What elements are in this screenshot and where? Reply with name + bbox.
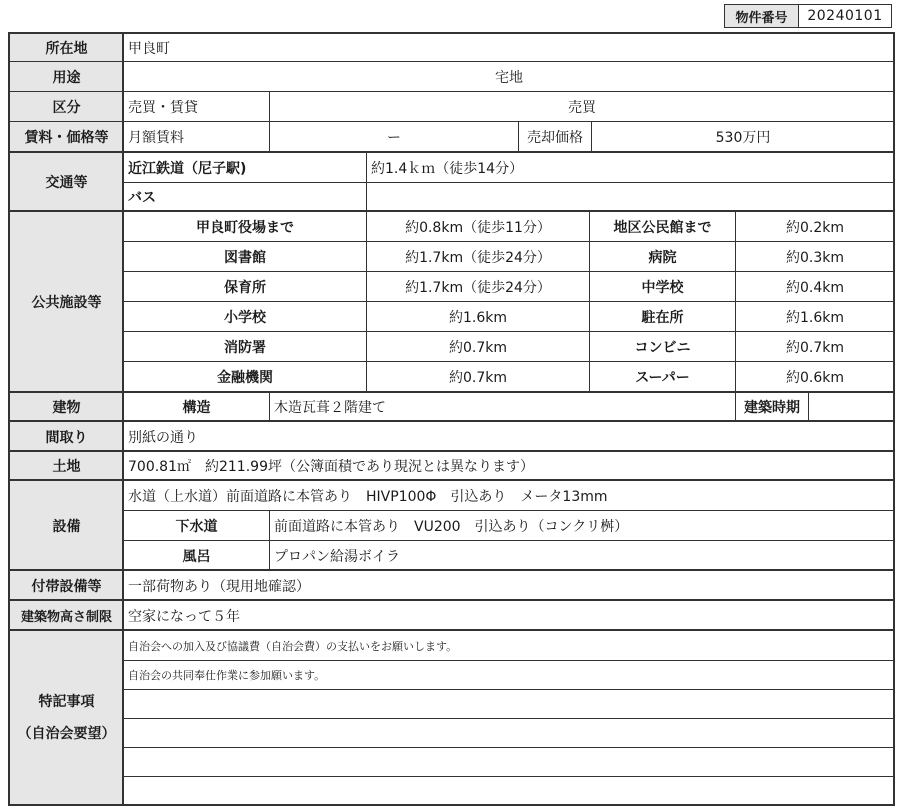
facility-distance: 約0.7km <box>448 339 507 356</box>
sewer-value: 前面道路に本管あり VU200 引込あり（コンクリ桝） <box>274 518 629 535</box>
note-line <box>124 748 894 776</box>
row-divider <box>123 747 893 748</box>
facility-distance: 約0.8km（徒歩11分） <box>405 219 551 236</box>
facility-distance: 約1.7km（徒歩24分） <box>405 279 551 296</box>
facilities-label: 公共施設等 <box>10 212 123 391</box>
row-divider <box>123 510 893 511</box>
transport-bus-name: バス <box>128 190 156 206</box>
facility-name: 駐在所 <box>641 309 684 326</box>
note-line <box>124 690 894 718</box>
location-label: 所在地 <box>10 34 123 61</box>
row-divider <box>10 450 893 452</box>
property-id-label: 物件番号 <box>725 5 799 27</box>
row-divider <box>10 479 893 481</box>
built-date-label: 建築時期 <box>744 400 800 416</box>
attached-value: 一部荷物あり（現用地確認） <box>128 578 310 595</box>
facility-distance: 約1.7km（徒歩24分） <box>405 249 551 266</box>
row-divider <box>10 61 893 62</box>
row-divider <box>10 121 893 122</box>
facility-distance: 約0.3km <box>785 249 844 266</box>
facility-distance: 約0.4km <box>785 279 844 296</box>
row-divider <box>123 331 893 332</box>
structure-label: 構造 <box>182 400 211 416</box>
cell-divider <box>589 210 590 392</box>
use-value: 宅地 <box>495 69 523 86</box>
row-divider <box>123 182 893 183</box>
facility-distance: 約0.7km <box>785 339 844 356</box>
row-divider <box>123 241 893 242</box>
row-divider <box>10 391 893 393</box>
rent-label: 月額賃料 <box>128 130 184 146</box>
height-limit-label: 建築物高さ制限 <box>10 601 123 630</box>
row-divider <box>123 361 893 362</box>
bath-value: プロパン給湯ボイラ <box>274 548 400 565</box>
row-divider <box>123 660 893 661</box>
property-id-box <box>724 4 892 28</box>
row-divider <box>10 420 893 422</box>
facility-name: 小学校 <box>224 309 266 326</box>
use-label: 用途 <box>10 62 123 91</box>
note-line: 自治会への加入及び協議費（自治会費）の支払いをお願いします。 <box>128 639 458 653</box>
facility-distance: 約1.6km <box>448 309 507 326</box>
note-line <box>124 777 894 804</box>
height-limit-value: 空家になって５年 <box>128 608 240 625</box>
equipment-label: 設備 <box>10 481 123 570</box>
cell-divider <box>591 121 592 152</box>
row-divider <box>10 210 893 212</box>
layout-value: 別紙の通り <box>128 429 198 446</box>
notes-label <box>10 631 123 804</box>
facility-name: コンビニ <box>634 339 691 356</box>
category-value: 売買 <box>568 99 596 116</box>
cell-divider <box>518 121 519 152</box>
row-divider <box>123 301 893 302</box>
structure-value: 木造瓦葺２階建て <box>274 400 386 416</box>
sale-value: 530万円 <box>715 130 771 146</box>
cell-divider <box>269 391 270 421</box>
row-divider <box>123 718 893 719</box>
attached-label: 付帯設備等 <box>10 571 123 600</box>
cell-divider <box>735 210 736 422</box>
property-id-value: 20240101 <box>807 8 883 24</box>
building-label: 建物 <box>10 393 123 421</box>
row-divider <box>10 569 893 571</box>
bath-label: 風呂 <box>182 548 211 565</box>
category-label: 区分 <box>10 92 123 121</box>
notes-label-line1: 特記事項 <box>38 693 95 710</box>
layout-label: 間取り <box>10 422 123 451</box>
transport-train-name: 近江鉄道（尼子駅) <box>128 160 247 177</box>
facility-name: 消防署 <box>224 339 266 356</box>
transport-bus-value <box>367 183 894 211</box>
cell-divider <box>269 91 270 152</box>
facility-name: 病院 <box>648 249 677 266</box>
row-divider <box>123 271 893 272</box>
built-date-value <box>809 393 894 421</box>
category-type-label: 売買・賃貸 <box>128 99 198 116</box>
cell-divider <box>366 151 367 392</box>
land-value: 700.81㎡ 約211.99坪（公簿面積であり現況とは異なります） <box>128 459 534 475</box>
facility-name: 甲良町役場まで <box>196 219 294 236</box>
cell-divider <box>808 391 809 421</box>
water-value: 水道（上水道）前面道路に本管あり HIVP100Φ 引込あり メータ13mm <box>128 488 608 505</box>
sale-label: 売却価格 <box>527 130 583 146</box>
facility-name: 図書館 <box>224 249 266 266</box>
facility-name: 地区公民館まで <box>613 219 712 236</box>
cell-divider <box>269 510 270 570</box>
row-divider <box>10 599 893 601</box>
location-value: 甲良町 <box>128 40 170 57</box>
facility-name: 金融機関 <box>217 369 273 386</box>
facility-name: 保育所 <box>224 279 266 296</box>
transport-train-value: 約1.4ｋｍ（徒歩14分） <box>371 160 524 177</box>
facility-name: スーパー <box>635 369 690 386</box>
rent-value: ー <box>387 130 401 146</box>
sewer-label: 下水道 <box>175 518 218 535</box>
row-divider <box>123 689 893 690</box>
facility-distance: 約0.7km <box>448 369 507 386</box>
price-label: 賃料・価格等 <box>10 122 123 152</box>
notes-label-line2: （自治会要望） <box>17 725 116 742</box>
property-sheet <box>8 32 895 806</box>
row-divider <box>10 91 893 92</box>
row-divider <box>123 540 893 541</box>
land-label: 土地 <box>10 452 123 480</box>
note-line <box>124 719 894 747</box>
facility-distance: 約0.6km <box>785 369 844 386</box>
note-line: 自治会の共同奉仕作業に参加願います。 <box>128 669 326 682</box>
row-divider <box>10 629 893 631</box>
facility-distance: 約1.6km <box>785 309 844 326</box>
facility-distance: 約0.2km <box>785 219 844 236</box>
row-divider <box>10 151 893 153</box>
facility-name: 中学校 <box>641 279 684 296</box>
transport-label: 交通等 <box>10 153 123 211</box>
row-divider <box>123 776 893 777</box>
